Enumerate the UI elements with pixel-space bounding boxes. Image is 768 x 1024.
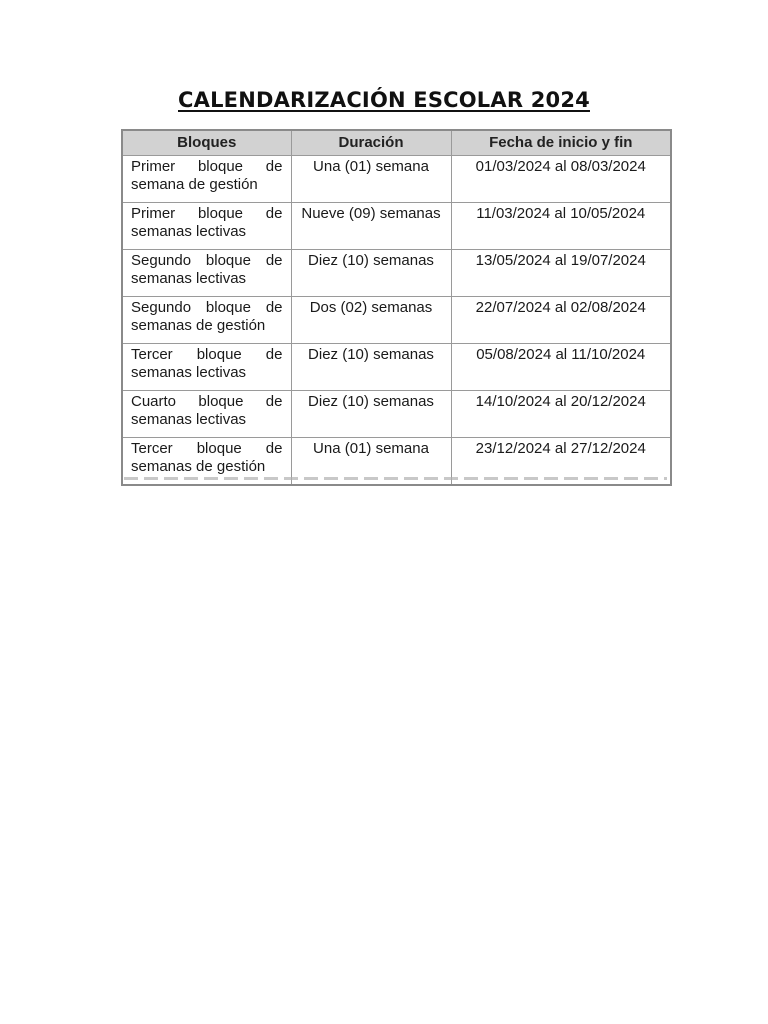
fecha-cell: 05/08/2024 al 11/10/2024 bbox=[451, 344, 671, 391]
bloque-cell: Tercer bloque de semanas lectivas bbox=[122, 344, 291, 391]
calendar-table-container bbox=[121, 129, 670, 486]
table-header-row bbox=[122, 130, 671, 156]
bloque-cell: Primer bloque de semana de gestión bbox=[122, 156, 291, 203]
page-title: CALENDARIZACIÓN ESCOLAR 2024 bbox=[178, 88, 590, 112]
table-row bbox=[122, 297, 671, 344]
fecha-cell: 23/12/2024 al 27/12/2024 bbox=[451, 438, 671, 486]
table-row bbox=[122, 250, 671, 297]
calendar-table bbox=[121, 129, 672, 486]
header-bloques: Bloques bbox=[122, 130, 291, 156]
table-row bbox=[122, 344, 671, 391]
bloque-cell: Cuarto bloque de semanas lectivas bbox=[122, 391, 291, 438]
fecha-cell: 11/03/2024 al 10/05/2024 bbox=[451, 203, 671, 250]
header-fecha: Fecha de inicio y fin bbox=[451, 130, 671, 156]
bloque-cell: Segundo bloque de semanas de gestión bbox=[122, 297, 291, 344]
duracion-cell: Diez (10) semanas bbox=[291, 250, 451, 297]
duracion-cell: Diez (10) semanas bbox=[291, 391, 451, 438]
duracion-cell: Dos (02) semanas bbox=[291, 297, 451, 344]
bloque-cell: Segundo bloque de semanas lectivas bbox=[122, 250, 291, 297]
cropped-footnote-remnant bbox=[124, 477, 667, 480]
header-duracion: Duración bbox=[291, 130, 451, 156]
fecha-cell: 22/07/2024 al 02/08/2024 bbox=[451, 297, 671, 344]
bloque-cell: Tercer bloque de semanas de gestión bbox=[122, 438, 291, 486]
duracion-cell: Diez (10) semanas bbox=[291, 344, 451, 391]
duracion-cell: Una (01) semana bbox=[291, 438, 451, 486]
bloque-cell: Primer bloque de semanas lectivas bbox=[122, 203, 291, 250]
fecha-cell: 13/05/2024 al 19/07/2024 bbox=[451, 250, 671, 297]
table-row bbox=[122, 203, 671, 250]
fecha-cell: 14/10/2024 al 20/12/2024 bbox=[451, 391, 671, 438]
table-row bbox=[122, 391, 671, 438]
table-row bbox=[122, 156, 671, 203]
duracion-cell: Una (01) semana bbox=[291, 156, 451, 203]
duracion-cell: Nueve (09) semanas bbox=[291, 203, 451, 250]
fecha-cell: 01/03/2024 al 08/03/2024 bbox=[451, 156, 671, 203]
